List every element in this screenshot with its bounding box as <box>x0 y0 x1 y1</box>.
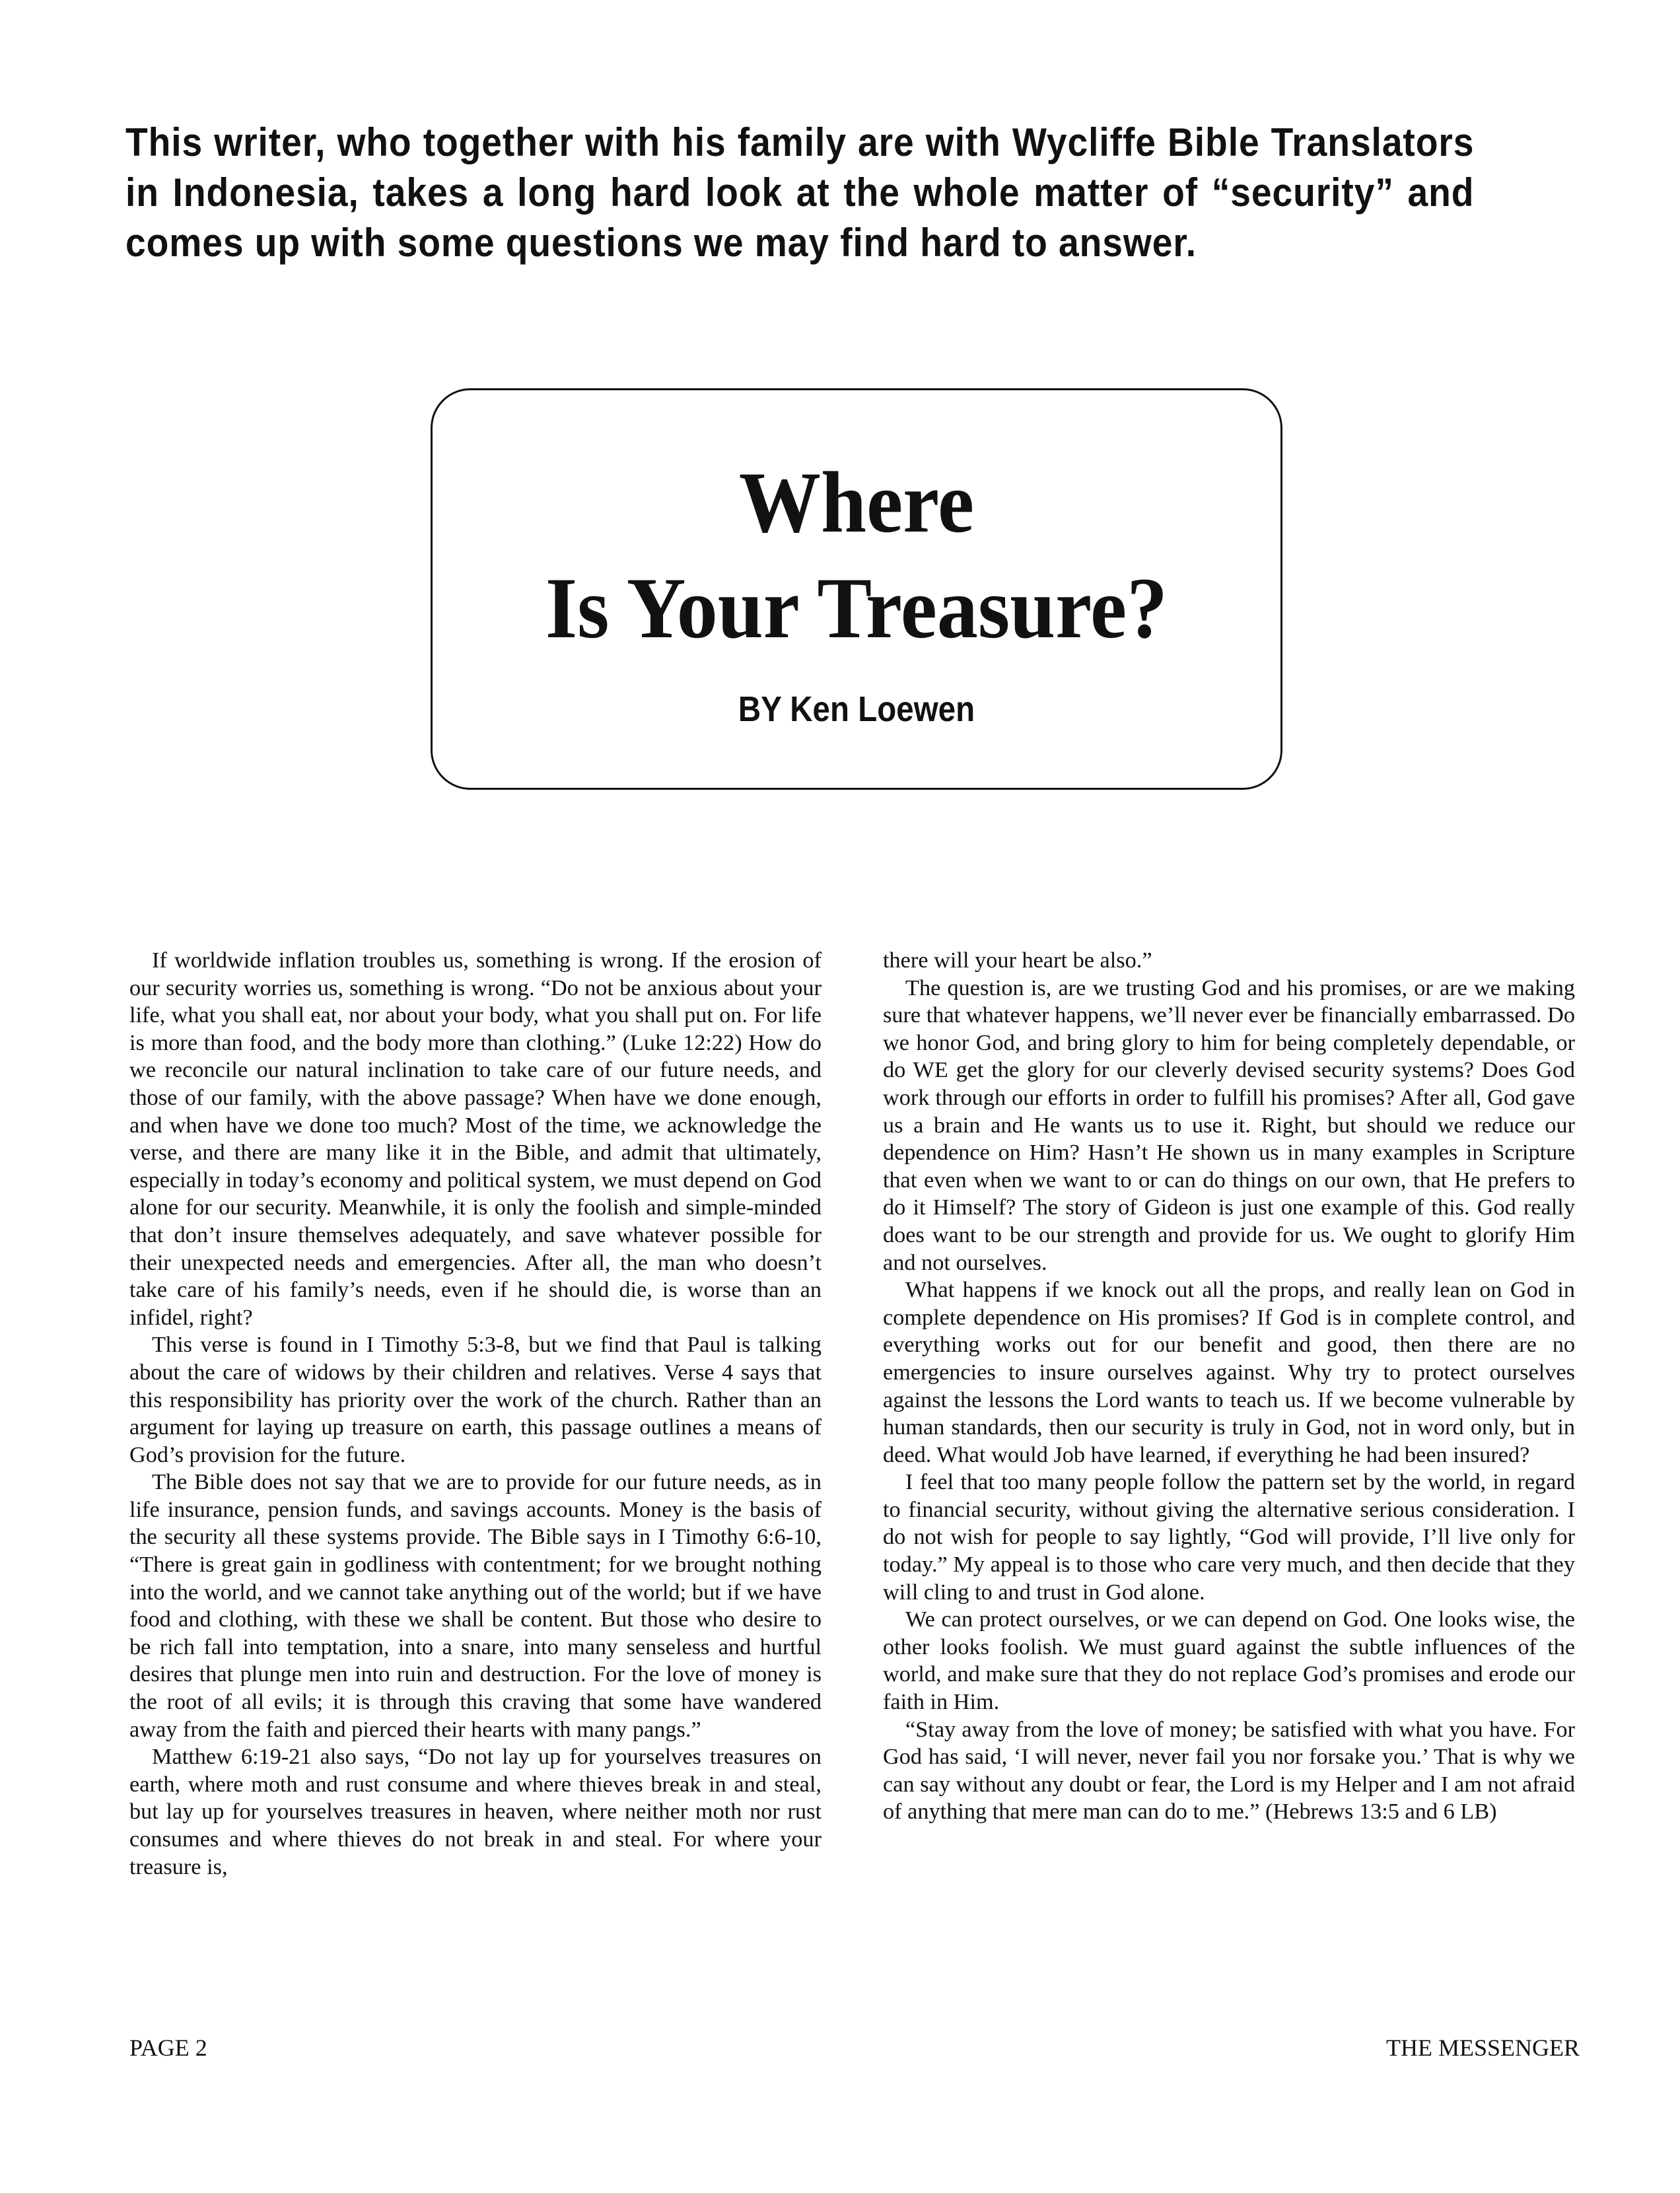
right-column <box>883 947 1575 1826</box>
paragraph: “Stay away from the love of money; be satisfied with what you have. For God has said, ‘I will never, never fail you nor forsake you.’ That is why we can say without any doubt or fear, the Lord is my Helper and I am not afraid of anything that mere man can do to me.” (Hebrews 13:5 and 6 LB) <box>883 1716 1575 1825</box>
article-title <box>458 450 1255 661</box>
intro-blurb: This writer, who together with his family are with Wycliffe Bible Translators in Indonesia, takes a long hard look at the whole matter of “security” and comes up with some questions we may find hard to answer. <box>125 120 1475 265</box>
paragraph: If worldwide inflation troubles us, something is wrong. If the erosion of our security worries us, something is wrong. “Do not be anxious about your life, what you shall eat, nor about your body, what you shall put on. For life is more than food, and the body more than clothing.” (Luke 12:22) How do we reconcile our natural inclination to take care of our future needs, and those of our family, with the above passage? When have we done enough, and when have we done too much? Most of the time, we acknowledge the verse, and there are many like it in the Bible, and admit that ultimately, especially in today’s economy and political system, we must depend on God alone for our security. Meanwhile, it is only the foolish and simple-minded that don’t insure themselves adequately, and save whatever possible for their unexpected needs and emergencies. After all, the man who doesn’t take care of his family’s needs, even if he should die, is worse than an infidel, right? <box>129 948 822 1330</box>
publication-name: THE MESSENGER <box>1385 2035 1580 2061</box>
paragraph: I feel that too many people follow the pattern set by the world, in regard to financial security, without giving the alternative serious consideration. I do not wish for people to say lightly, “God will provide, I’ll live only for today.” My appeal is to those who care very much, and then decide that they will cling to and trust in God alone. <box>883 1469 1575 1605</box>
paragraph: The Bible does not say that we are to provide for our future needs, as in life insurance, pension funds, and savings accounts. Money is the basis of the security all these systems provide. The Bible says in I Timothy 6:6-10, “There is great gain in godliness with contentment; for we brought nothing into the world, and we cannot take anything out of the world; but if we have food and clothing, with these we shall be content. But those who desire to be rich fall into temptation, into a snare, into many senseless and hurtful desires that plunge men into ruin and destruction. For the love of money is the root of all evils; it is through this craving that some have wandered away from the faith and pierced their hearts with many pangs.” <box>129 1469 822 1742</box>
paragraph: What happens if we knock out all the props, and really lean on God in complete dependence on His promises? If God is in complete control, and everything works out for our benefit and good, then there are no emergencies to insure ourselves against. Why try to protect ourselves against the lessons the Lord wants to teach us. If we become vulnerable by human standards, then our security is truly in God, not in word only, but in deed. What would Job have learned, if everything he had been insured? <box>883 1277 1575 1467</box>
left-column <box>129 947 822 1881</box>
title-line-1: Where <box>738 454 975 551</box>
byline: BY Ken Loewen <box>738 689 975 729</box>
title-line-2: Is Your Treasure? <box>545 559 1168 656</box>
paragraph: This verse is found in I Timothy 5:3-8, but we find that Paul is talking about the care of widows by their children and relatives. Verse 4 says that this responsibility has priority over the work of the church. Rather than an argument for laying up treasure on earth, this passage outlines a means of God’s provision for the future. <box>129 1332 822 1467</box>
paragraph: Matthew 6:19-21 also says, “Do not lay up for yourselves treasures on earth, where moth and rust consume and where thieves break in and steal, but lay up for yourselves treasures in heaven, where neither moth nor rust consumes and where thieves do not break in and steal. For where your treasure is, <box>129 1744 822 1879</box>
page-number: PAGE 2 <box>129 2035 207 2061</box>
title-box <box>431 388 1282 790</box>
paragraph: We can protect ourselves, or we can depend on God. One looks wise, the other looks foolish. We must guard against the subtle influences of the world, and make sure that they do not replace God’s promises and erode our faith in Him. <box>883 1607 1575 1715</box>
paragraph: The question is, are we trusting God and his promises, or are we making sure that whatever happens, we’ll never ever be financially embarrassed. Do we honor God, and bring glory to him for being completely dependable, or do WE get the glory for our cleverly devised security systems? Does God work through our efforts in order to fulfill his promises? After all, God gave us a brain and He wants us to use it. Right, but should we reduce our dependence on Him? Hasn’t He shown us in many examples in Scripture that even when we want to or can do things on our own, that He prefers to do it Himself? The story of Gideon is just one example of this. God really does want to be our strength and provide for us. We ought to glorify Him and not ourselves. <box>883 975 1575 1275</box>
paragraph: there will your heart be also.” <box>883 948 1152 973</box>
